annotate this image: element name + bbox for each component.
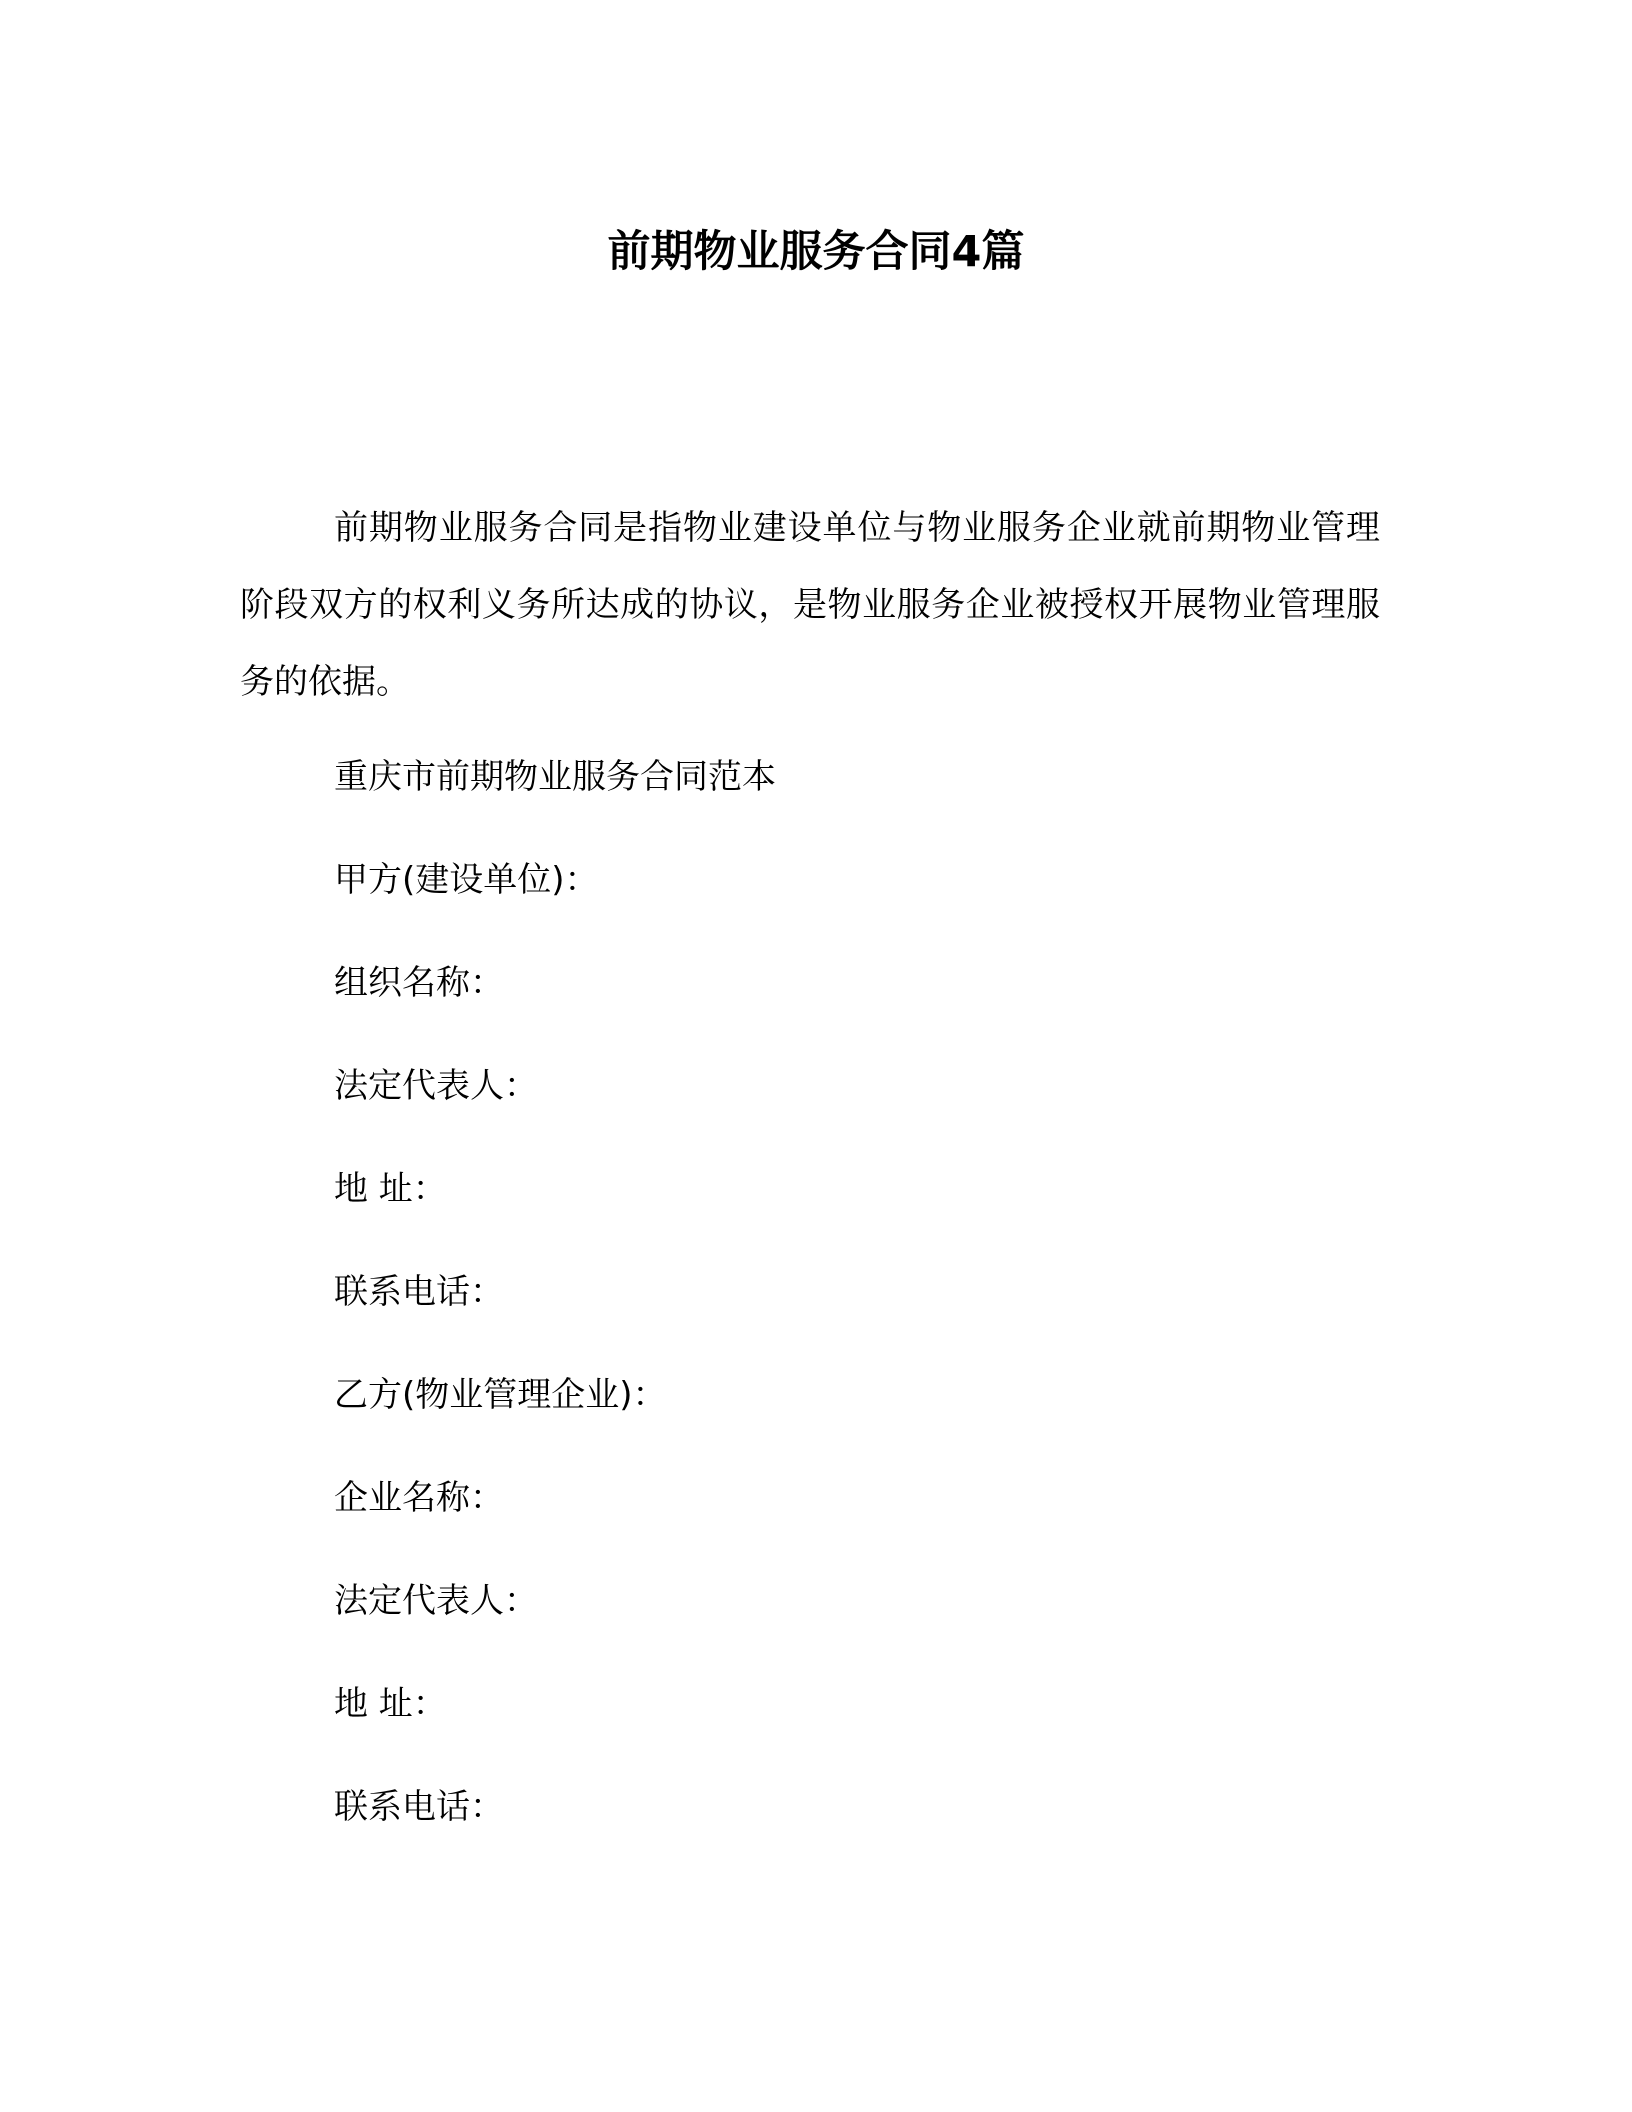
- party-b-heading: 乙方(物业管理企业)：: [334, 1375, 667, 1415]
- party-a-address-label: 地 址：: [334, 1169, 447, 1209]
- party-b-address-label: 地 址：: [334, 1684, 447, 1724]
- party-a-legal-rep-label: 法定代表人：: [334, 1066, 538, 1106]
- party-a-phone-label: 联系电话：: [334, 1272, 504, 1312]
- party-a-heading: 甲方(建设单位)：: [334, 860, 599, 900]
- template-heading: 重庆市前期物业服务合同范本: [334, 757, 776, 797]
- party-b-company-name-label: 企业名称：: [334, 1478, 504, 1518]
- party-a-org-name-label: 组织名称：: [334, 963, 504, 1003]
- party-b-legal-rep-label: 法定代表人：: [334, 1581, 538, 1621]
- party-b-phone-label: 联系电话：: [334, 1787, 504, 1827]
- document-title: 前期物业服务合同4篇: [607, 227, 1025, 277]
- intro-paragraph: 前期物业服务合同是指物业建设单位与物业服务企业就前期物业管理阶段双方的权利义务所达成的协议，是物业服务企业被授权开展物业管理服务的依据。: [240, 508, 1380, 702]
